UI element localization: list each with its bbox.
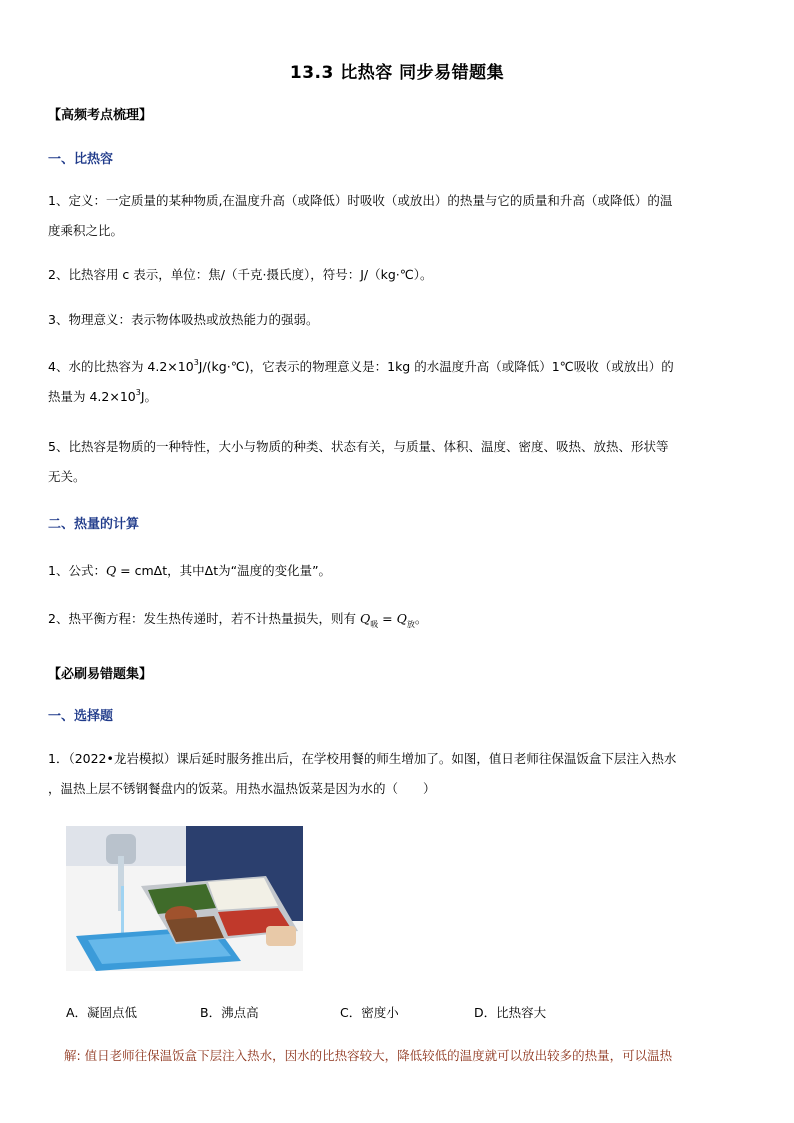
option-c[interactable]: C．密度小: [340, 1005, 399, 1020]
meaning-paragraph: 3、物理意义：表示物体吸热或放热能力的强弱。: [48, 312, 319, 327]
page-title: 13.3 比热容 同步易错题集: [289, 63, 505, 83]
section-practice-heading: 【必刷易错题集】: [48, 667, 153, 682]
option-a[interactable]: A．凝固点低: [66, 1005, 138, 1020]
section-summary-heading: 【高频考点梳理】: [48, 108, 153, 123]
water-heat-line2: 热量为 $4.2\times 10^3J$。: [48, 388, 158, 404]
part2-heading: 二、热量的计算: [48, 517, 140, 532]
option-d[interactable]: D．比热容大: [474, 1005, 547, 1020]
property-line2: 无关。: [48, 469, 86, 484]
lunchbox-photo: [66, 826, 303, 971]
property-paragraph: [48, 432, 748, 492]
formula-q: Q: [105, 563, 117, 578]
water-heat-line1: 4、水的比热容为 $4.2\times 10^3J/(kg\cdot℃)$，它表示的物理意义是：1kg 的水温度升高（或降低）1℃吸收（或放出）的: [48, 358, 674, 374]
part1-heading: 一、比热容: [48, 152, 114, 167]
definition-line1: 1、定义：一定质量的某种物质,在温度升高（或降低）时吸收（或放出）的热量与它的质量和升高（或降低）的温: [48, 193, 673, 208]
option-b[interactable]: B．沸点高: [200, 1005, 259, 1020]
heat-balance-paragraph: 2、热平衡方程：发生热传递时，若不计热量损失，则有 $Q_吸 = Q_放$。: [48, 611, 428, 629]
part3-heading: 一、选择题: [48, 709, 114, 724]
water-heat-paragraph: [48, 352, 748, 412]
definition-paragraph: [48, 186, 748, 246]
delta-t: Δt: [204, 563, 219, 578]
formula-paragraph: 1、公式：Q = cmΔt，其中Δt为“温度的变化量”。: [48, 563, 332, 578]
question-1-line1: 1．（2022•龙岩模拟）课后延时服务推出后，在学校用餐的师生增加了。如图，值日老师往保温饭盒下层注入热水: [48, 751, 677, 766]
definition-line2: 度乘积之比。: [48, 223, 124, 238]
unit-paragraph: 2、比热容用 c 表示，单位：焦/（千克·摄氏度），符号：J/（kg·℃）。: [48, 267, 433, 282]
question-1-line2: ，温热上层不锈钢餐盘内的饭菜。用热水温热饭菜是因为水的（ ）: [48, 781, 436, 796]
answer-explanation: 解: 值日老师往保温饭盒下层注入热水，因水的比热容较大，降低较低的温度就可以放出较多的热量，可以温热: [64, 1048, 673, 1063]
question-1: [48, 744, 748, 804]
property-line1: 5、比热容是物质的一种特性，大小与物质的种类、状态有关，与质量、体积、温度、密度、吸热、放热、形状等: [48, 439, 669, 454]
formula-rest: = cmΔt: [116, 563, 168, 578]
